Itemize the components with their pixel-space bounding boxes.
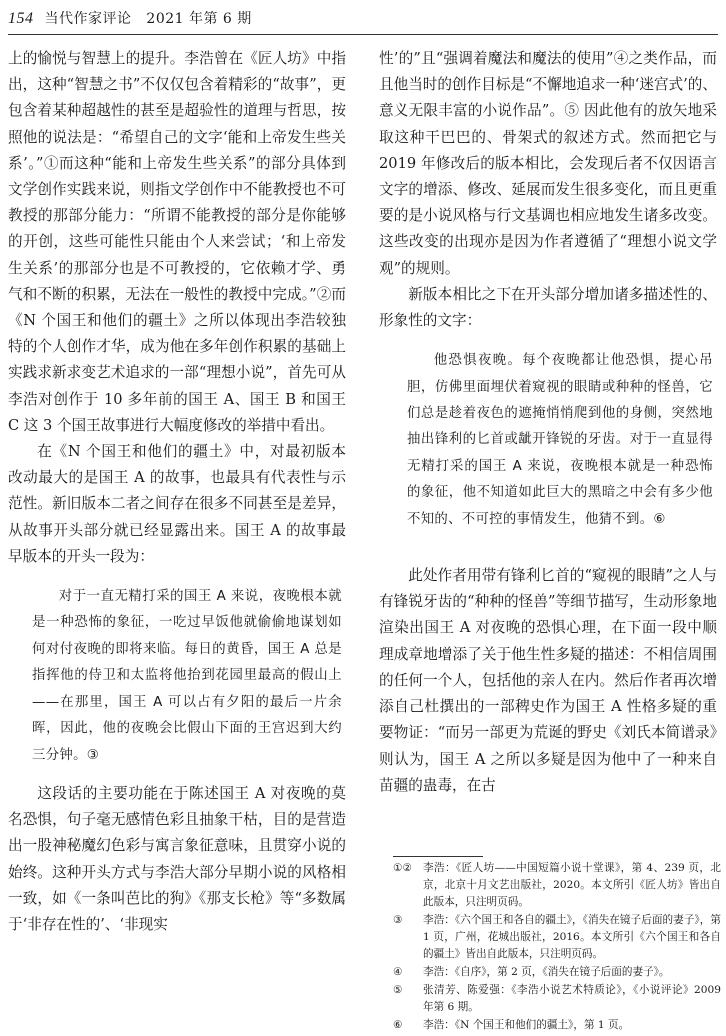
footnote-mark: ③ [393, 914, 403, 926]
page-number: 154 [8, 10, 34, 27]
footnote-mark: ①② [393, 862, 412, 874]
paragraph: 此处作者用带有锋利匕首的“窥视的眼睛”之人与有锋锐牙齿的“种种的怪兽”等细节描写，生动形象地渲染出国王 A 对夜晚的恐惧心理，在下面一段中顺理成章地增添了关于他生性多疑的描述：不相信周围的任何一个人，包括他的亲人在内。然后作者再次增添自己杜撰出的一部稗史作为国王 A 性格多疑的重要物证：“而另一部更为荒诞的野史《刘氏本简谱录》则认为，国王 A 之所以多疑是因为他中了一种来自苗疆的蛊毒，在古 [379, 567, 717, 794]
footnote-text: 李浩：《匠人坊——中国短篇小说十堂课》，第 4、239 页，北京，北京十月文艺出版社，2020。本文所引《匠人坊》皆出自此版本，只注明页码。 [423, 862, 721, 908]
footnote-mark: ④ [393, 966, 403, 978]
paragraph: 在《N 个国王和他们的疆土》中，对最初版本改动最大的是国王 A 的故事，也最具有代表性与示范性。新旧版本二者之间存在很多不同甚至是差异，从故事开头部分就已经显露出来。国王 A 的故事最早版本的开头一段为： [8, 443, 346, 565]
footnote-text: 李浩：《自序》，第 2 页，《消失在镜子后面的妻子》。 [423, 966, 670, 978]
footnote-mark: ⑤ [393, 984, 403, 996]
right-column [379, 46, 717, 799]
footnote [393, 1017, 721, 1034]
issue-label: 2021 年第 6 期 [146, 11, 252, 27]
footnote [393, 912, 721, 963]
block-quote: 对于一直无精打采的国王 A 来说，夜晚根本就是一种恐怖的象征，一吃过早饭他就偷偷地谋划如何对付夜晚的即将来临。每日的黄昏，国王 A 总是指挥他的侍卫和太监将他抬到花园里最高的假山上——在那里，国王 A 可以占有夕阳的最后一片余晖，因此，他的夜晚会比假山下面的王宫迟到大约三分钟。③ [32, 589, 342, 763]
paragraph: 这段话的主要功能在于陈述国王 A 对夜晚的莫名恐惧，句子毫无感情色彩且抽象干枯，目的是营造出一股神秘魔幻色彩与寓言象征意味，且贯穿小说的始终。这种开头方式与李浩大部分早期小说的风格相一致，如《一条叫芭比的狗》《那支长枪》等“多数属于‘非存在性的’、‘非现实 [8, 784, 346, 933]
footnote-text: 李浩：《N 个国王和他们的疆土》，第 1 页。 [423, 1019, 630, 1031]
footnote [393, 860, 721, 911]
footnotes [393, 860, 721, 1035]
footnote [393, 982, 721, 1016]
paragraph: 上的愉悦与智慧上的提升。李浩曾在《匠人坊》中指出，这种“智慧之书”不仅仅包含着精彩的“故事”，更包含着某种超越性的甚至是超验性的道理与哲思，按照他的说法是：“希望自己的文字‘能和上帝发生些关系’。”①而这种“能和上帝发生些关系”的部分具体到文学创作实践来说，则指文学创作中不能教授也不可教授的那部分能力：“所谓不能教授的部分是你能够的开创，这些可能性只能由个人来尝试；‘和上帝发生关系’的那部分也是不可教授的，它依赖才学、勇气和不断的积累，无法在一般性的教授中完成。”②而《N 个国王和他们的疆土》之所以体现出李浩较独特的个人创作才华，成为他在多年创作积累的基础上实践求新求变艺术追求的一部“理想小说”，首先可从李浩对创作于 10 多年前的国王 A、国王 B 和国王 C 这 3 个国王故事进行大幅度修改的举措中看出。 [8, 50, 346, 434]
paragraph: 新版本相比之下在开头部分增加诸多描述性的、形象性的文字： [379, 285, 717, 330]
header-divider [8, 34, 718, 35]
footnote-mark: ⑥ [393, 1019, 403, 1031]
block-quote: 他恐惧夜晚。每个夜晚都让他恐惧，提心吊胆，仿佛里面埋伏着窥视的眼睛或种种的怪兽，它们总是趁着夜色的遮掩悄悄爬到他的身侧，突然地抽出锋利的匕首或龇开锋锐的牙齿。对于一直显得无精打采的国王 A 来说，夜晚根本就是一种恐怖的象征，他不知道如此巨大的黑暗之中会有多少他不知的、不可控的事情发生，他猜不到。⑥ [407, 353, 713, 527]
left-column [8, 46, 346, 938]
footnote-text: 李浩：《六个国王和各自的疆土》，《消失在镜子后面的妻子》，第 1 页，广州，花城出版社，2016。本文所引《六个国王和各自的疆土》皆出自此版本，只注明页码。 [423, 914, 721, 960]
paragraph: 性’的”且“强调着魔法和魔法的使用”④之类作品，而且他当时的创作目标是“不懈地追求一种‘迷宫式’的、意义无限丰富的小说作品”。⑤ 因此他有的放矢地采取这种干巴巴的、骨架式的叙述方式。然而把它与 2019 年修改后的版本相比，会发现后者不仅因语言文字的增添、修改、延展而发生很多变化，而且更重要的是小说风格与行文基调也相应地发生诸多改变。这些改变的出现亦是因为作者遵循了“理想小说文学观”的规则。 [379, 50, 717, 277]
journal-title: 当代作家评论 [44, 11, 132, 27]
footnote-divider [393, 856, 483, 857]
running-header [8, 8, 252, 28]
footnote-text: 张清芳、陈爱强：《李浩小说艺术特质论》，《小说评论》2009 年第 6 期。 [423, 984, 721, 1013]
footnote [393, 964, 721, 981]
